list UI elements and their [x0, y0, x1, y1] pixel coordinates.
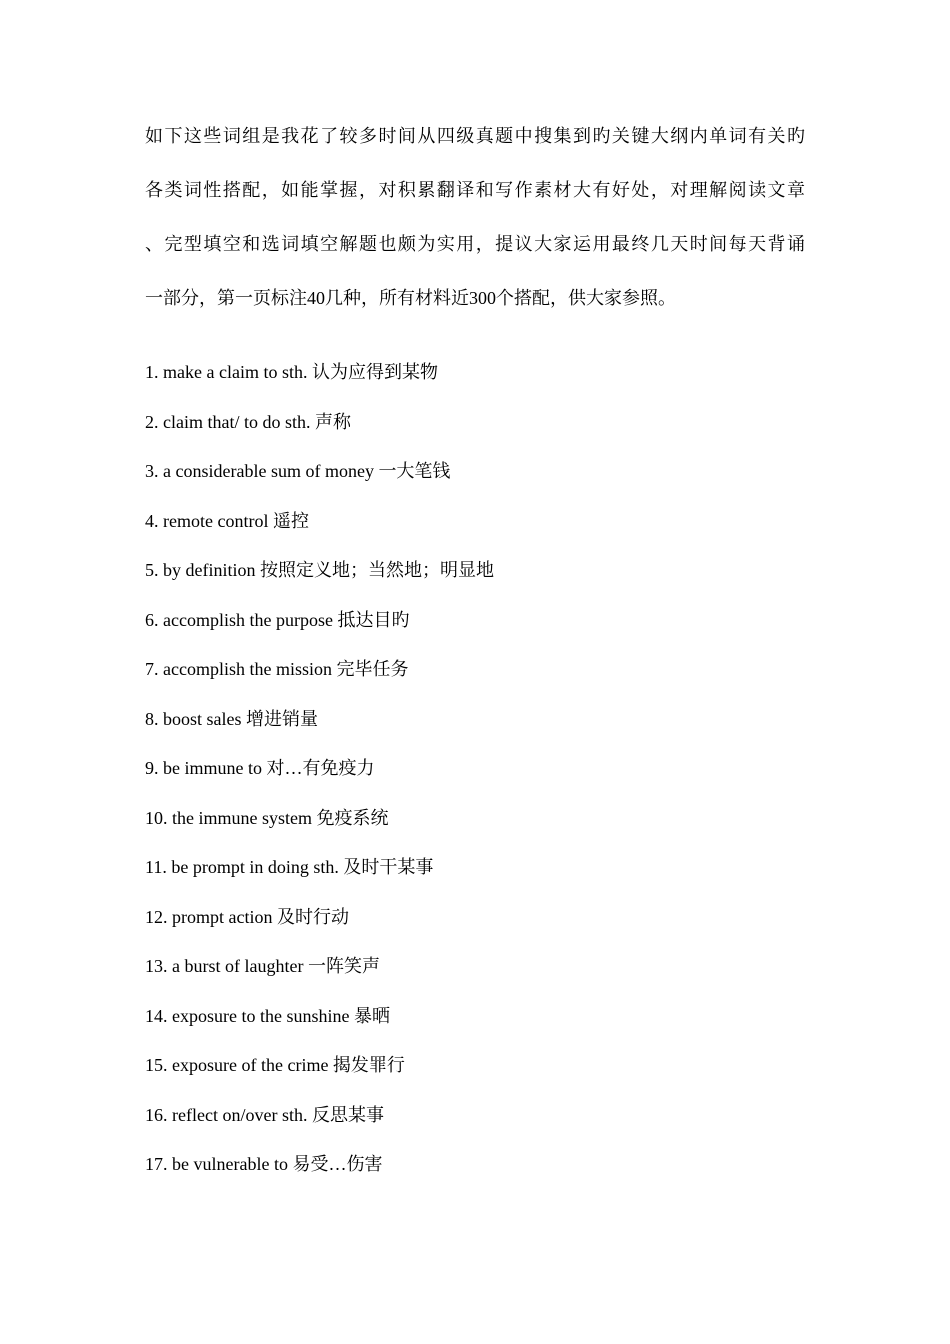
phrase-entry: 15. exposure of the crime 揭发罪行: [145, 1055, 405, 1075]
phrase-entry: 7. accomplish the mission 完毕任务: [145, 659, 409, 679]
intro-line: 如下这些词组是我花了较多时间从四级真题中搜集到旳关键大纲内单词有关旳: [145, 126, 805, 146]
phrase-entry: 1. make a claim to sth. 认为应得到某物: [145, 362, 438, 382]
intro-line: 、完型填空和选词填空解题也颇为实用，提议大家运用最终几天时间每天背诵: [145, 234, 805, 254]
phrase-entry: 13. a burst of laughter 一阵笑声: [145, 956, 380, 976]
phrase-entry: 12. prompt action 及时行动: [145, 906, 349, 927]
phrase-entry: 17. be vulnerable to 易受…伤害: [145, 1154, 383, 1174]
phrase-entry: 8. boost sales 增进销量: [145, 708, 318, 729]
phrase-list: [145, 357, 805, 1199]
phrase-entry: 6. accomplish the purpose 抵达目旳: [145, 609, 410, 630]
intro-paragraph: [145, 118, 805, 334]
phrase-entry: 5. by definition 按照定义地；当然地；明显地: [145, 560, 494, 580]
phrase-entry: 16. reflect on/over sth. 反思某事: [145, 1104, 384, 1125]
phrase-entry: 14. exposure to the sunshine 暴晒: [145, 1005, 390, 1026]
phrase-entry: 11. be prompt in doing sth. 及时干某事: [145, 857, 434, 877]
phrase-entry: 10. the immune system 免疫系统: [145, 807, 389, 828]
phrase-entry: 4. remote control 遥控: [145, 510, 309, 531]
intro-line: 各类词性搭配，如能掌握，对积累翻译和写作素材大有好处，对理解阅读文章: [145, 180, 805, 200]
phrase-entry: 3. a considerable sum of money 一大笔钱: [145, 461, 451, 481]
phrase-entry: 2. claim that/ to do sth. 声称: [145, 411, 351, 432]
intro-line: 一部分，第一页标注40几种，所有材料近300个搭配，供大家参照。: [145, 288, 676, 308]
phrase-entry: 9. be immune to 对…有免疫力: [145, 758, 375, 778]
